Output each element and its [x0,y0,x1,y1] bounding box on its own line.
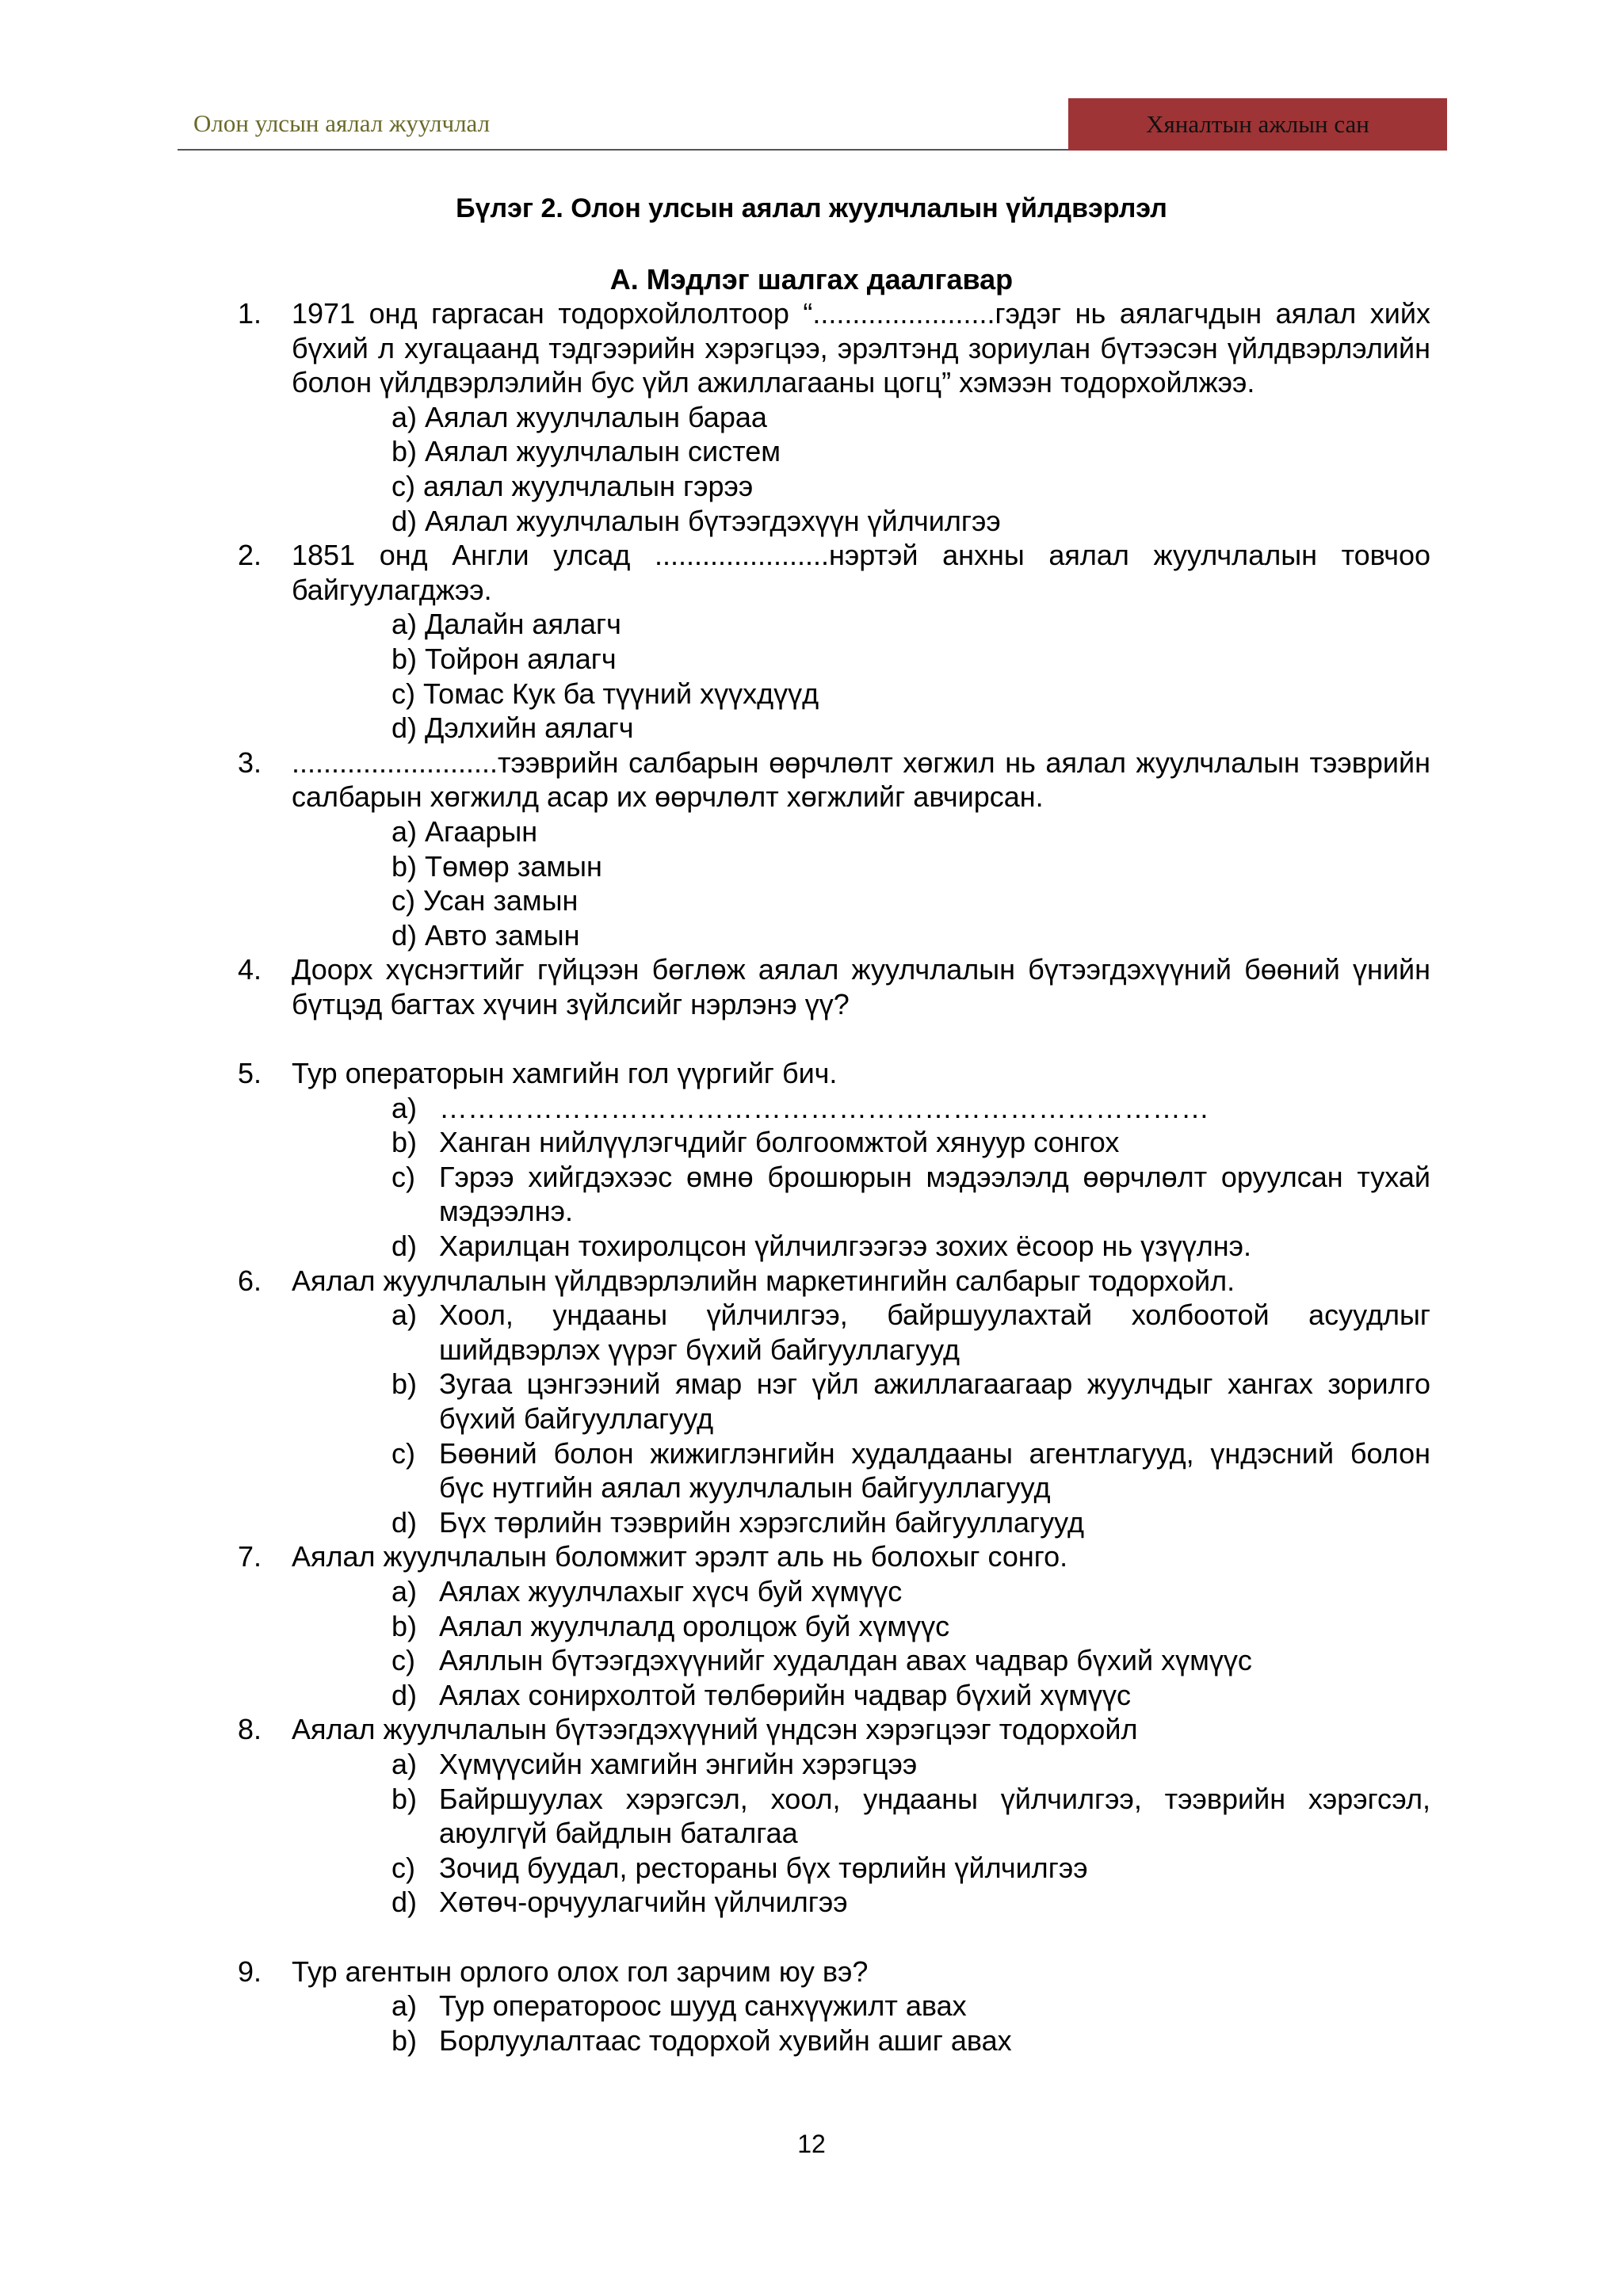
option-a: a) Далайн аялагч [391,608,621,641]
option-c: c) Зочид буудал, рестораны бүх төрлийн үйлчилгээ [391,1851,1088,1884]
option-c: c) аялал жуулчлалын гэрээ [391,469,754,502]
question-3 [238,746,1430,814]
question-text: Аялал жуулчлалын бүтээгдэхүүний үндсэн хэрэгцээг тодорхойл [292,1713,1138,1746]
question-9 [238,1955,1430,1989]
question-number: 7. [238,1540,262,1573]
chapter-title: Бүлэг 2. Олон улсын аялал жуулчлалын үйлдвэрлэл [456,193,1167,223]
question-7 [238,1539,1430,1574]
option-b: b) Борлуулалтаас тодорхой хувийн ашиг авах [391,2023,1012,2057]
option-d: d) Хөтөч-орчуулагчийн үйлчилгээ [391,1886,848,1919]
option-b: b) Аялал жуулчлалын систем [391,435,781,468]
question-text: Аялал жуулчлалын үйлдвэрлэлийн маркетингийн салбарыг тодорхойл. [292,1264,1235,1297]
header-book-title: Олон улсын аялал жуулчлал [193,109,491,137]
question-number: 5. [238,1057,262,1090]
question-number: 6. [238,1264,262,1297]
question-number: 9. [238,1955,262,1988]
question-list [238,296,1430,2058]
option-a: a) Аялал жуулчлалын бараа [391,400,767,433]
option-b: b) Зугаа цэнгээний ямар нэг үйл ажиллагаагаар жуулчдыг хангах зорилго бүхий байгууллагууд [391,1367,1430,1435]
option-a: a) Аялах жуулчлахыг хүсч буй хүмүүс [391,1574,903,1608]
option-b: b) Байршуулах хэрэгсэл, хоол, ундааны үйлчилгээ, тээврийн хэрэгсэл, аюулгүй байдлын баталгаа [391,1782,1430,1850]
option-c: c) Аяллын бүтээгдэхүүнийг худалдан авах чадвар бүхий хүмүүс [391,1644,1252,1677]
option-a: a) ……………………………………………………………………… [391,1091,1209,1124]
options-7 [391,1574,1430,1712]
option-b: b) Төмөр замын [391,849,602,883]
page-header [178,98,1447,151]
options-1 [391,400,1430,538]
question-text: ..........................тээврийн салбарын өөрчлөлт хөгжил нь аялал жуулчлалын тээврийн салбарын хөгжилд асар их өөрчлөлт хөгжлийг авчирсан. [292,746,1430,814]
question-text: 1851 онд Англи улсад ......................нэртэй анхны аялал жуулчлалын товчоо байгуулагджээ. [292,539,1430,606]
question-8 [238,1712,1430,1747]
option-a: a) Хоол, ундааны үйлчилгээ, байршуулахтай холбоотой асуудлыг шийдвэрлэх үүрэг бүхий байгууллагууд [391,1299,1430,1366]
question-6 [238,1264,1430,1299]
section-title: А. Мэдлэг шалгах даалгавар [609,263,1014,296]
option-d: d) Аялах сонирхолтой төлбөрийн чадвар бүхий хүмүүс [391,1678,1132,1711]
options-5 [391,1091,1430,1264]
question-number: 1. [238,297,262,330]
option-d: d) Дэлхийн аялагч [391,711,634,745]
option-c: c) Томас Кук ба түүний хүүхдүүд [391,677,819,710]
options-8 [391,1747,1430,1920]
option-c: c) Бөөний болон жижиглэнгийн худалдааны агентлагууд, үндэсний болон бүс нутгийн аялал жуулчлалын байгууллагууд [391,1436,1430,1505]
option-a: a) Агаарын [391,814,538,848]
header-rule [178,149,1068,151]
blank-space [238,1920,1430,1955]
question-2 [238,538,1430,607]
question-number: 3. [238,746,262,779]
question-number: 8. [238,1713,262,1746]
options-9 [391,1989,1430,2058]
question-text: Тур агентын орлого олох гол зарчим юу вэ? [292,1955,869,1988]
question-5 [238,1056,1430,1091]
option-a: a) Хүмүүсийн хамгийн энгийн хэрэгцээ [391,1747,918,1780]
option-c: c) Усан замын [391,884,579,917]
header-section-badge: Хяналтын ажлын сан [1068,98,1447,151]
option-a: a) Тур оператороос шууд санхүүжилт авах [391,1989,967,2023]
option-d: d) Аялал жуулчлалын бүтээгдэхүүн үйлчилгээ [391,504,1001,537]
option-d: d) Харилцан тохиролцсон үйлчилгээгээ зохих ёсоор нь үзүүлнэ. [391,1230,1251,1263]
page-number: 12 [797,2130,826,2158]
option-b: b) Ханган нийлүүлэгчдийг болгоомжтой хянуур сонгох [391,1126,1120,1159]
option-c: c) Гэрээ хийгдэхээс өмнө брошюрын мэдээлэлд өөрчлөлт оруулсан тухай мэдээлнэ. [391,1160,1430,1228]
question-number: 2. [238,539,262,572]
option-b: b) Аялал жуулчлалд оролцож буй хүмүүс [391,1609,950,1642]
question-text: Аялал жуулчлалын боломжит эрэлт аль нь болохыг сонго. [292,1540,1068,1573]
option-d: d) Авто замын [391,918,580,952]
question-1 [238,296,1430,400]
question-number: 4. [238,953,262,986]
options-2 [391,607,1430,745]
question-text: 1971 онд гаргасан тодорхойлолтоор “.......................гэдэг нь аялагчдын аялал хийх бүхий л хугацаанд тэдгээрийн хэрэгцээ, эрэлтэнд зориулан бүтээсэн үйлдвэрлэлийн болон үйлдвэрлэлийн бус үйл ажиллагааны цогц” хэмээн тодорхойлжээ. [292,297,1430,399]
options-6 [391,1298,1430,1539]
options-3 [391,814,1430,952]
blank-space [238,1021,1430,1056]
question-text: Тур операторын хамгийн гол үүргийг бич. [292,1057,838,1090]
question-text: Доорх хүснэгтийг гүйцээн бөглөж аялал жуулчлалын бүтээгдэхүүний бөөний үнийн бүтцэд багтах хүчин зүйлсийг нэрлэнэ үү? [292,953,1430,1020]
option-b: b) Тойрон аялагч [391,642,617,675]
option-d: d) Бүх төрлийн тээврийн хэрэгслийн байгууллагууд [391,1505,1084,1539]
question-4 [238,952,1430,1021]
